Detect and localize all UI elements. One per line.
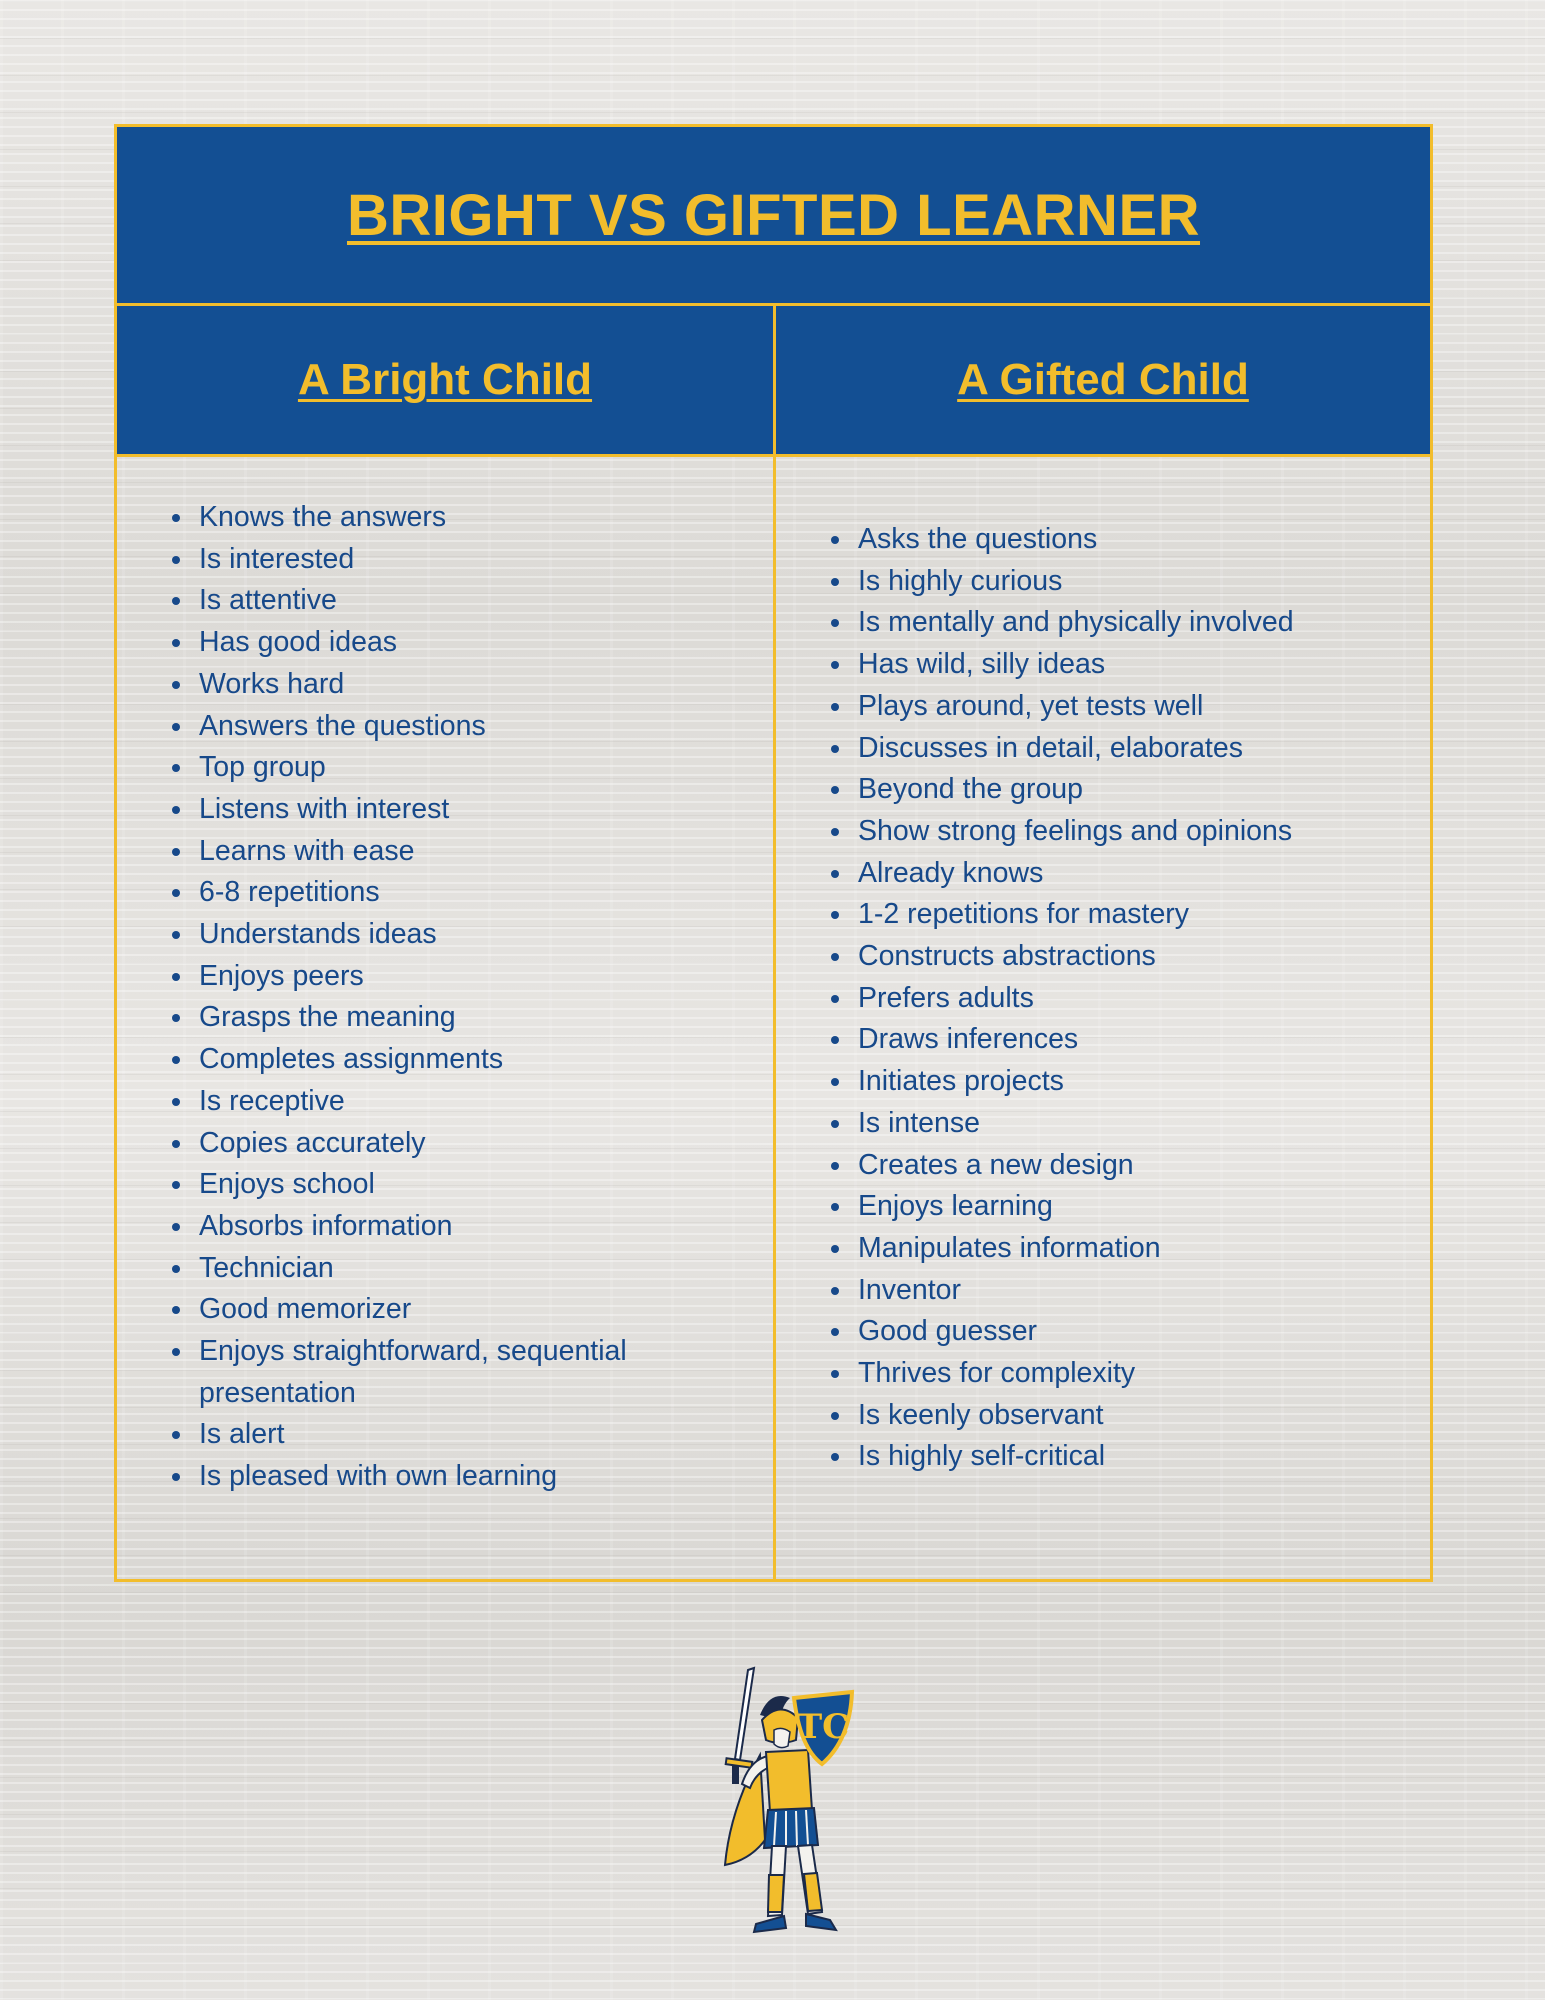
bright-list-item: Is alert [199, 1414, 769, 1456]
bright-column-header [117, 306, 773, 457]
shield-text: TC [796, 1707, 850, 1747]
bright-list-item: Listens with interest [199, 789, 769, 831]
bright-list-item: Is attentive [199, 580, 769, 622]
gifted-list-item: Is intense [858, 1103, 1458, 1145]
gifted-list-item: Show strong feelings and opinions [858, 811, 1458, 853]
gifted-list-item: Beyond the group [858, 769, 1458, 811]
gifted-list-item: Creates a new design [858, 1145, 1458, 1187]
bright-list-item: Absorbs information [199, 1206, 769, 1248]
bright-list-item: Copies accurately [199, 1123, 769, 1165]
bright-list-item: Technician [199, 1248, 769, 1290]
bright-list-item: Understands ideas [199, 914, 769, 956]
gifted-list-item: 1-2 repetitions for mastery [858, 894, 1458, 936]
gifted-list-item: Initiates projects [858, 1061, 1458, 1103]
bright-list-item: Good memorizer [199, 1289, 769, 1331]
bright-list-item: Learns with ease [199, 831, 769, 873]
comparison-table [114, 124, 1433, 1582]
gifted-list [776, 519, 1458, 1478]
gifted-list-item: Draws inferences [858, 1019, 1458, 1061]
bright-list-item: Is interested [199, 539, 769, 581]
gifted-list-item: Constructs abstractions [858, 936, 1458, 978]
gifted-list-item: Enjoys learning [858, 1186, 1458, 1228]
gifted-list-item: Discusses in detail, elaborates [858, 728, 1458, 770]
bright-list-item: Enjoys school [199, 1164, 769, 1206]
gifted-list-item: Manipulates information [858, 1228, 1458, 1270]
gifted-column-header [776, 306, 1430, 457]
gifted-list-item: Is highly curious [858, 561, 1458, 603]
gifted-list-item: Asks the questions [858, 519, 1458, 561]
bright-list-item: 6-8 repetitions [199, 872, 769, 914]
gifted-list-item: Thrives for complexity [858, 1353, 1458, 1395]
bright-list-item: Knows the answers [199, 497, 769, 539]
trojan-warrior-mascot-icon [690, 1660, 890, 1960]
gifted-list-item: Has wild, silly ideas [858, 644, 1458, 686]
page-title: BRIGHT VS GIFTED LEARNER [346, 182, 1201, 248]
bright-list-item: Works hard [199, 664, 769, 706]
bright-heading: A Bright Child [297, 355, 593, 404]
bright-list-item: Has good ideas [199, 622, 769, 664]
gifted-list-item: Already knows [858, 853, 1458, 895]
gifted-list-item: Is keenly observant [858, 1395, 1458, 1437]
bright-list-item: Answers the questions [199, 706, 769, 748]
bright-list-item: Is pleased with own learning [199, 1456, 769, 1498]
gifted-list-item: Good guesser [858, 1311, 1458, 1353]
bright-list-item: Grasps the meaning [199, 997, 769, 1039]
bright-list [117, 497, 769, 1498]
gifted-list-item: Is mentally and physically involved [858, 602, 1458, 644]
bright-list-item: Top group [199, 747, 769, 789]
title-bar [117, 127, 1430, 306]
gifted-list-item: Is highly self-critical [858, 1436, 1458, 1478]
bright-list-item: Enjoys straightforward, sequential presentation [199, 1331, 769, 1414]
bright-list-item: Enjoys peers [199, 956, 769, 998]
gifted-list-item: Plays around, yet tests well [858, 686, 1458, 728]
bright-list-item: Is receptive [199, 1081, 769, 1123]
gifted-heading: A Gifted Child [957, 355, 1249, 404]
bright-list-item: Completes assignments [199, 1039, 769, 1081]
gifted-list-item: Inventor [858, 1270, 1458, 1312]
gifted-list-item: Prefers adults [858, 978, 1458, 1020]
